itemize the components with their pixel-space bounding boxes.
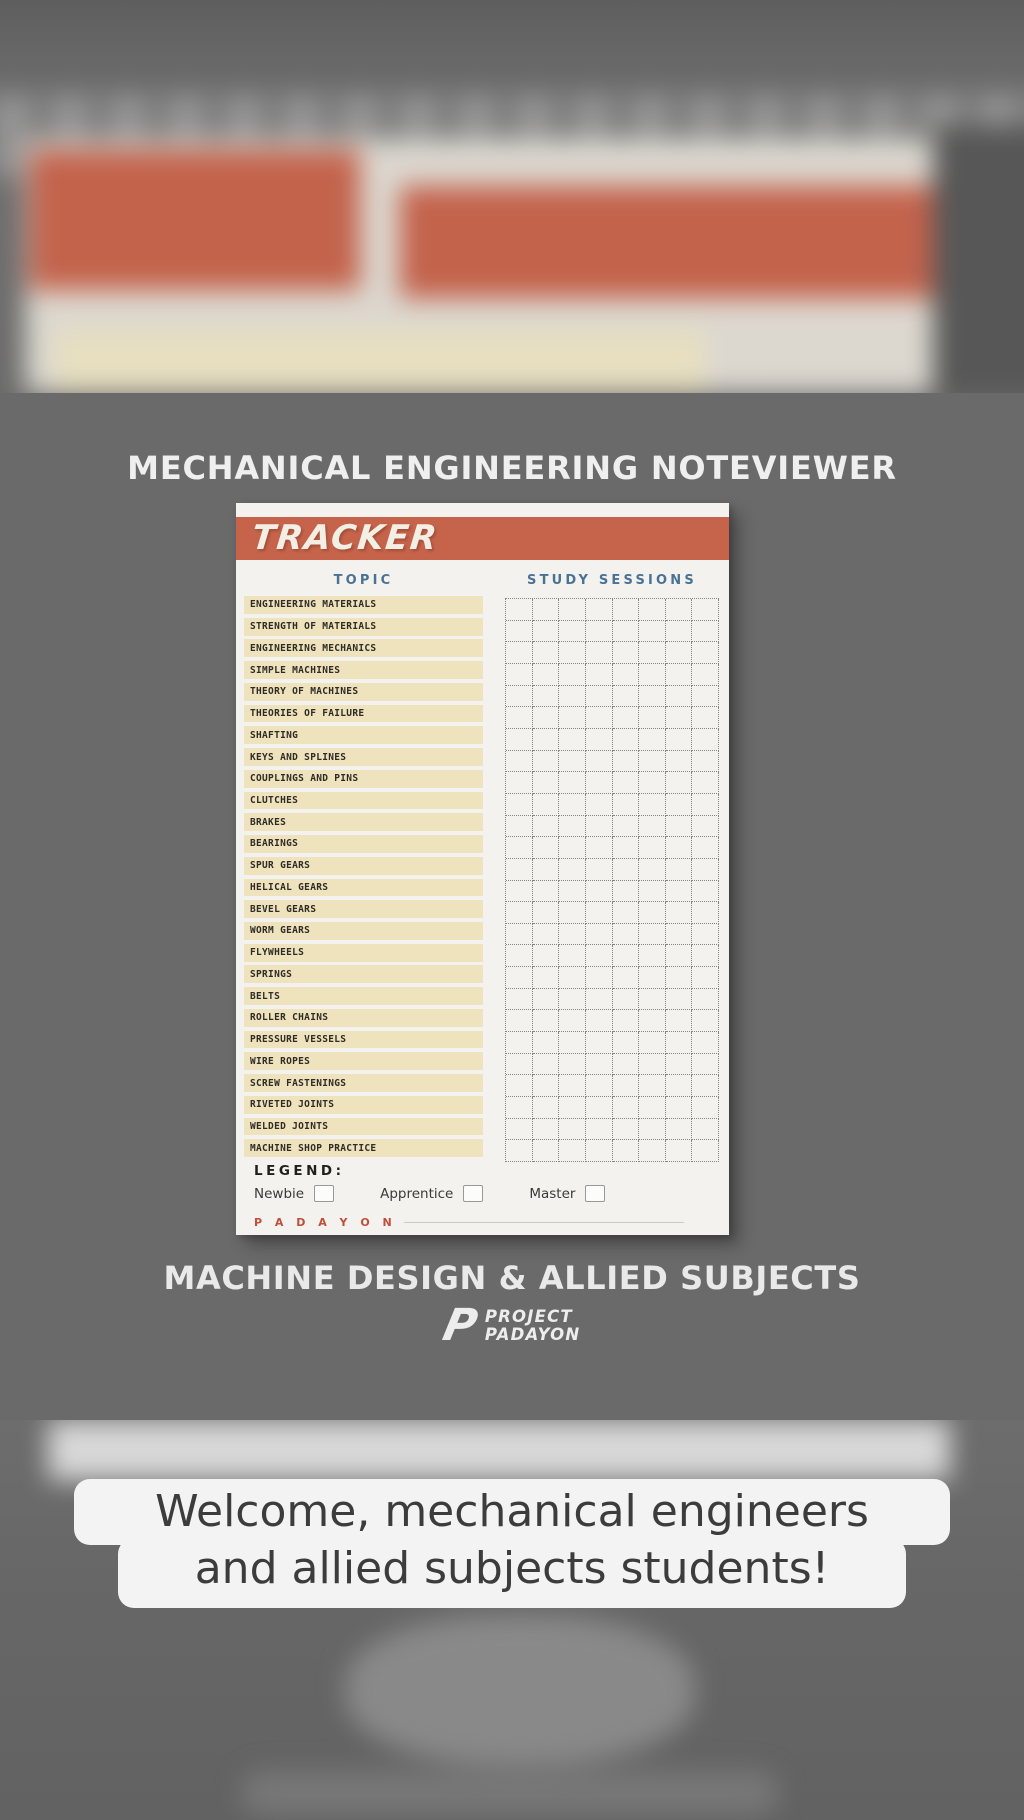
session-cell xyxy=(559,967,586,989)
session-cell xyxy=(559,642,586,664)
session-cell xyxy=(613,924,640,946)
topic-row: HELICAL GEARS xyxy=(244,879,483,897)
legend-level-label: Apprentice xyxy=(380,1185,454,1202)
session-cell xyxy=(613,945,640,967)
session-cell xyxy=(639,881,666,903)
session-cell xyxy=(506,772,533,794)
session-cell xyxy=(666,621,693,643)
topic-row: ROLLER CHAINS xyxy=(244,1009,483,1027)
session-cell xyxy=(506,642,533,664)
session-cell xyxy=(533,707,560,729)
session-cell xyxy=(559,751,586,773)
session-cell xyxy=(639,859,666,881)
session-cell xyxy=(666,751,693,773)
blurred-top-background xyxy=(0,0,1024,393)
session-cell xyxy=(586,1032,613,1054)
caption-line-1: Welcome, mechanical engineers xyxy=(74,1479,950,1545)
session-cell xyxy=(613,989,640,1011)
topic-row: WELDED JOINTS xyxy=(244,1118,483,1136)
session-cell xyxy=(586,729,613,751)
session-cell xyxy=(506,1010,533,1032)
brand-divider-line xyxy=(404,1222,684,1223)
session-cell xyxy=(692,837,719,859)
session-cell xyxy=(639,1010,666,1032)
session-cell xyxy=(666,642,693,664)
blurred-light-smear xyxy=(240,1770,780,1816)
study-sessions-grid xyxy=(505,598,719,1162)
session-cell xyxy=(666,794,693,816)
session-cell xyxy=(666,1032,693,1054)
session-cell xyxy=(639,924,666,946)
topic-row: SHAFTING xyxy=(244,726,483,744)
session-cell xyxy=(586,924,613,946)
session-cell xyxy=(559,794,586,816)
session-cell xyxy=(559,707,586,729)
session-cell xyxy=(639,707,666,729)
session-cell xyxy=(613,664,640,686)
topic-row: SPRINGS xyxy=(244,965,483,983)
session-cell xyxy=(639,642,666,664)
session-cell xyxy=(666,881,693,903)
session-cell xyxy=(506,729,533,751)
legend-level-label: Newbie xyxy=(254,1185,305,1202)
session-cell xyxy=(533,772,560,794)
session-cell xyxy=(586,1075,613,1097)
session-cell xyxy=(533,816,560,838)
session-cell xyxy=(533,837,560,859)
tracker-header-band xyxy=(236,517,729,560)
legend-item xyxy=(380,1185,483,1202)
topic-column-header: TOPIC xyxy=(333,573,394,588)
session-cell xyxy=(533,729,560,751)
session-cell xyxy=(692,642,719,664)
legend-checkbox[interactable] xyxy=(314,1185,334,1202)
session-cell xyxy=(692,816,719,838)
session-cell xyxy=(692,794,719,816)
session-cell xyxy=(506,751,533,773)
session-cell xyxy=(533,967,560,989)
session-cell xyxy=(613,707,640,729)
legend-levels xyxy=(254,1185,696,1202)
logo-text xyxy=(485,1308,581,1345)
session-cell xyxy=(559,816,586,838)
session-cell xyxy=(506,794,533,816)
subject-title: MACHINE DESIGN & ALLIED SUBJECTS xyxy=(163,1259,861,1297)
topic-row: FLYWHEELS xyxy=(244,944,483,962)
legend-checkbox[interactable] xyxy=(463,1185,483,1202)
session-cell xyxy=(559,945,586,967)
session-cell xyxy=(666,1075,693,1097)
session-cell xyxy=(613,881,640,903)
session-cell xyxy=(533,945,560,967)
topic-row: PRESSURE VESSELS xyxy=(244,1031,483,1049)
blurred-orange-block-left xyxy=(30,150,360,290)
session-cell xyxy=(613,621,640,643)
session-cell xyxy=(506,859,533,881)
session-cell xyxy=(506,621,533,643)
session-cell xyxy=(666,707,693,729)
session-cell xyxy=(559,1054,586,1076)
session-cell xyxy=(613,642,640,664)
session-cell xyxy=(666,924,693,946)
session-cell xyxy=(613,1097,640,1119)
topic-row: ENGINEERING MATERIALS xyxy=(244,596,483,614)
session-cell xyxy=(692,1010,719,1032)
session-cell xyxy=(559,902,586,924)
session-cell xyxy=(559,881,586,903)
session-cell xyxy=(586,989,613,1011)
legend-item xyxy=(254,1185,334,1202)
session-cell xyxy=(639,1075,666,1097)
session-cell xyxy=(559,599,586,621)
tracker-title: TRACKER xyxy=(249,518,441,558)
session-cell xyxy=(586,642,613,664)
session-cell xyxy=(586,794,613,816)
session-cell xyxy=(639,837,666,859)
session-cell xyxy=(692,924,719,946)
session-cell xyxy=(692,621,719,643)
caption-bubble xyxy=(0,1479,1024,1608)
session-cell xyxy=(559,924,586,946)
session-cell xyxy=(586,1054,613,1076)
session-cell xyxy=(639,599,666,621)
session-cell xyxy=(666,664,693,686)
session-cell xyxy=(613,902,640,924)
legend xyxy=(244,1163,696,1229)
session-cell xyxy=(506,902,533,924)
session-cell xyxy=(533,621,560,643)
topic-row: RIVETED JOINTS xyxy=(244,1096,483,1114)
topic-row: BELTS xyxy=(244,987,483,1005)
session-cell xyxy=(506,816,533,838)
session-cell xyxy=(506,686,533,708)
session-cell xyxy=(692,686,719,708)
session-cell xyxy=(559,1010,586,1032)
session-cell xyxy=(613,686,640,708)
topic-row: MACHINE SHOP PRACTICE xyxy=(244,1139,483,1157)
session-cell xyxy=(692,881,719,903)
session-cell xyxy=(613,837,640,859)
topic-row: BEARINGS xyxy=(244,835,483,853)
topic-row: WORM GEARS xyxy=(244,922,483,940)
blurred-orange-block-right xyxy=(400,186,940,298)
session-cell xyxy=(613,1010,640,1032)
session-cell xyxy=(559,1119,586,1141)
session-cell xyxy=(533,1097,560,1119)
legend-checkbox[interactable] xyxy=(585,1185,605,1202)
legend-level-label: Master xyxy=(529,1185,576,1202)
session-cell xyxy=(586,837,613,859)
session-cell xyxy=(586,751,613,773)
session-cell xyxy=(692,989,719,1011)
brand-row xyxy=(254,1216,696,1229)
blurred-top-shapes xyxy=(0,0,1024,393)
session-cell xyxy=(533,751,560,773)
session-cell xyxy=(692,729,719,751)
session-cell xyxy=(666,967,693,989)
session-cell xyxy=(613,1140,640,1162)
session-cell xyxy=(666,686,693,708)
session-cell xyxy=(613,751,640,773)
session-cell xyxy=(533,859,560,881)
session-cell xyxy=(639,686,666,708)
logo-line2: PADAYON xyxy=(484,1325,581,1344)
session-cell xyxy=(506,599,533,621)
caption-line-2: and allied subjects students! xyxy=(118,1538,906,1608)
session-cell xyxy=(533,1119,560,1141)
session-cell xyxy=(533,1010,560,1032)
session-cell xyxy=(559,1097,586,1119)
session-cell xyxy=(613,794,640,816)
session-cell xyxy=(586,1140,613,1162)
session-cell xyxy=(692,902,719,924)
session-cell xyxy=(692,945,719,967)
topic-row: SCREW FASTENINGS xyxy=(244,1074,483,1092)
session-cell xyxy=(639,816,666,838)
session-cell xyxy=(692,599,719,621)
logo-line1: PROJECT xyxy=(484,1306,573,1326)
session-cell xyxy=(666,837,693,859)
session-cell xyxy=(533,989,560,1011)
session-cell xyxy=(506,967,533,989)
session-cell xyxy=(586,902,613,924)
session-cell xyxy=(506,1075,533,1097)
topic-row: ENGINEERING MECHANICS xyxy=(244,639,483,657)
session-cell xyxy=(559,686,586,708)
session-cell xyxy=(559,621,586,643)
session-cell xyxy=(506,924,533,946)
session-cell xyxy=(639,1140,666,1162)
session-cell xyxy=(559,729,586,751)
session-cell xyxy=(666,1140,693,1162)
legend-item xyxy=(529,1185,605,1202)
session-cell xyxy=(559,1140,586,1162)
session-cell xyxy=(533,686,560,708)
session-cell xyxy=(586,816,613,838)
session-cell xyxy=(506,1119,533,1141)
session-cell xyxy=(639,794,666,816)
session-cell xyxy=(586,967,613,989)
session-cell xyxy=(506,837,533,859)
session-cell xyxy=(533,881,560,903)
brand-text: P A D A Y O N xyxy=(254,1216,397,1229)
page-title: MECHANICAL ENGINEERING NOTEVIEWER xyxy=(127,449,897,487)
session-cell xyxy=(533,1032,560,1054)
session-cell xyxy=(666,599,693,621)
session-cell xyxy=(692,859,719,881)
session-cell xyxy=(506,945,533,967)
session-cell xyxy=(506,881,533,903)
session-cell xyxy=(506,664,533,686)
session-cell xyxy=(586,664,613,686)
session-cell xyxy=(666,902,693,924)
topic-row: KEYS AND SPLINES xyxy=(244,748,483,766)
session-cell xyxy=(639,621,666,643)
session-cell xyxy=(506,1054,533,1076)
session-cell xyxy=(586,881,613,903)
session-cell xyxy=(613,1054,640,1076)
session-cell xyxy=(533,902,560,924)
session-cell xyxy=(586,772,613,794)
session-cell xyxy=(559,1032,586,1054)
topic-list xyxy=(244,596,483,1161)
session-cell xyxy=(666,989,693,1011)
topic-row: BRAKES xyxy=(244,813,483,831)
session-cell xyxy=(692,1119,719,1141)
session-cell xyxy=(533,1075,560,1097)
session-cell xyxy=(692,664,719,686)
session-cell xyxy=(506,707,533,729)
session-cell xyxy=(613,599,640,621)
session-cell xyxy=(613,1032,640,1054)
session-cell xyxy=(639,729,666,751)
session-cell xyxy=(692,1097,719,1119)
session-cell xyxy=(666,1097,693,1119)
session-cell xyxy=(533,642,560,664)
session-cell xyxy=(586,1097,613,1119)
session-cell xyxy=(666,859,693,881)
blurred-light-band xyxy=(48,1420,950,1480)
session-cell xyxy=(666,1054,693,1076)
session-cell xyxy=(586,707,613,729)
session-cell xyxy=(666,772,693,794)
session-cell xyxy=(639,664,666,686)
topic-row: SPUR GEARS xyxy=(244,857,483,875)
topic-row: THEORY OF MACHINES xyxy=(244,683,483,701)
blurred-cream-block xyxy=(55,330,705,393)
session-cell xyxy=(533,1054,560,1076)
topic-row: COUPLINGS AND PINS xyxy=(244,770,483,788)
session-cell xyxy=(506,1097,533,1119)
session-cell xyxy=(613,1119,640,1141)
session-cell xyxy=(666,945,693,967)
session-cell xyxy=(533,664,560,686)
session-cell xyxy=(639,989,666,1011)
session-cell xyxy=(639,1054,666,1076)
blurred-light-blob xyxy=(345,1615,695,1765)
topic-row: BEVEL GEARS xyxy=(244,900,483,918)
session-cell xyxy=(559,664,586,686)
session-cell xyxy=(586,945,613,967)
topic-row: CLUTCHES xyxy=(244,792,483,810)
session-cell xyxy=(639,1097,666,1119)
session-cell xyxy=(586,1010,613,1032)
session-cell xyxy=(692,1075,719,1097)
sessions-column-header: STUDY SESSIONS xyxy=(527,573,697,588)
session-cell xyxy=(559,989,586,1011)
session-cell xyxy=(533,924,560,946)
session-cell xyxy=(506,989,533,1011)
topic-row: WIRE ROPES xyxy=(244,1052,483,1070)
blurred-dark-right-strip xyxy=(933,126,1024,393)
topic-row: STRENGTH OF MATERIALS xyxy=(244,618,483,636)
session-cell xyxy=(692,1054,719,1076)
session-cell xyxy=(559,1075,586,1097)
session-cell xyxy=(666,1010,693,1032)
padayon-p-icon: P xyxy=(438,1300,482,1351)
session-cell xyxy=(666,1119,693,1141)
session-cell xyxy=(586,1119,613,1141)
session-cell xyxy=(639,1119,666,1141)
session-cell xyxy=(506,1140,533,1162)
session-cell xyxy=(586,621,613,643)
session-cell xyxy=(613,967,640,989)
project-padayon-logo xyxy=(0,1300,1024,1351)
session-cell xyxy=(639,772,666,794)
session-cell xyxy=(533,599,560,621)
session-cell xyxy=(559,772,586,794)
session-cell xyxy=(533,1140,560,1162)
session-cell xyxy=(586,859,613,881)
session-cell xyxy=(692,1032,719,1054)
session-cell xyxy=(639,902,666,924)
session-cell xyxy=(639,751,666,773)
session-cell xyxy=(586,686,613,708)
session-cell xyxy=(639,1032,666,1054)
session-cell xyxy=(559,859,586,881)
session-cell xyxy=(533,794,560,816)
session-cell xyxy=(639,945,666,967)
session-cell xyxy=(613,729,640,751)
session-cell xyxy=(666,729,693,751)
session-cell xyxy=(639,967,666,989)
legend-label: LEGEND: xyxy=(254,1163,345,1179)
tracker-sheet xyxy=(236,503,729,1235)
session-cell xyxy=(692,967,719,989)
session-cell xyxy=(692,707,719,729)
session-cell xyxy=(692,1140,719,1162)
session-cell xyxy=(586,599,613,621)
topic-row: THEORIES OF FAILURE xyxy=(244,705,483,723)
session-cell xyxy=(692,772,719,794)
session-cell xyxy=(666,816,693,838)
session-cell xyxy=(613,859,640,881)
session-cell xyxy=(613,1075,640,1097)
topic-row: SIMPLE MACHINES xyxy=(244,661,483,679)
session-cell xyxy=(506,1032,533,1054)
session-cell xyxy=(559,837,586,859)
session-cell xyxy=(692,751,719,773)
session-cell xyxy=(613,772,640,794)
session-cell xyxy=(613,816,640,838)
